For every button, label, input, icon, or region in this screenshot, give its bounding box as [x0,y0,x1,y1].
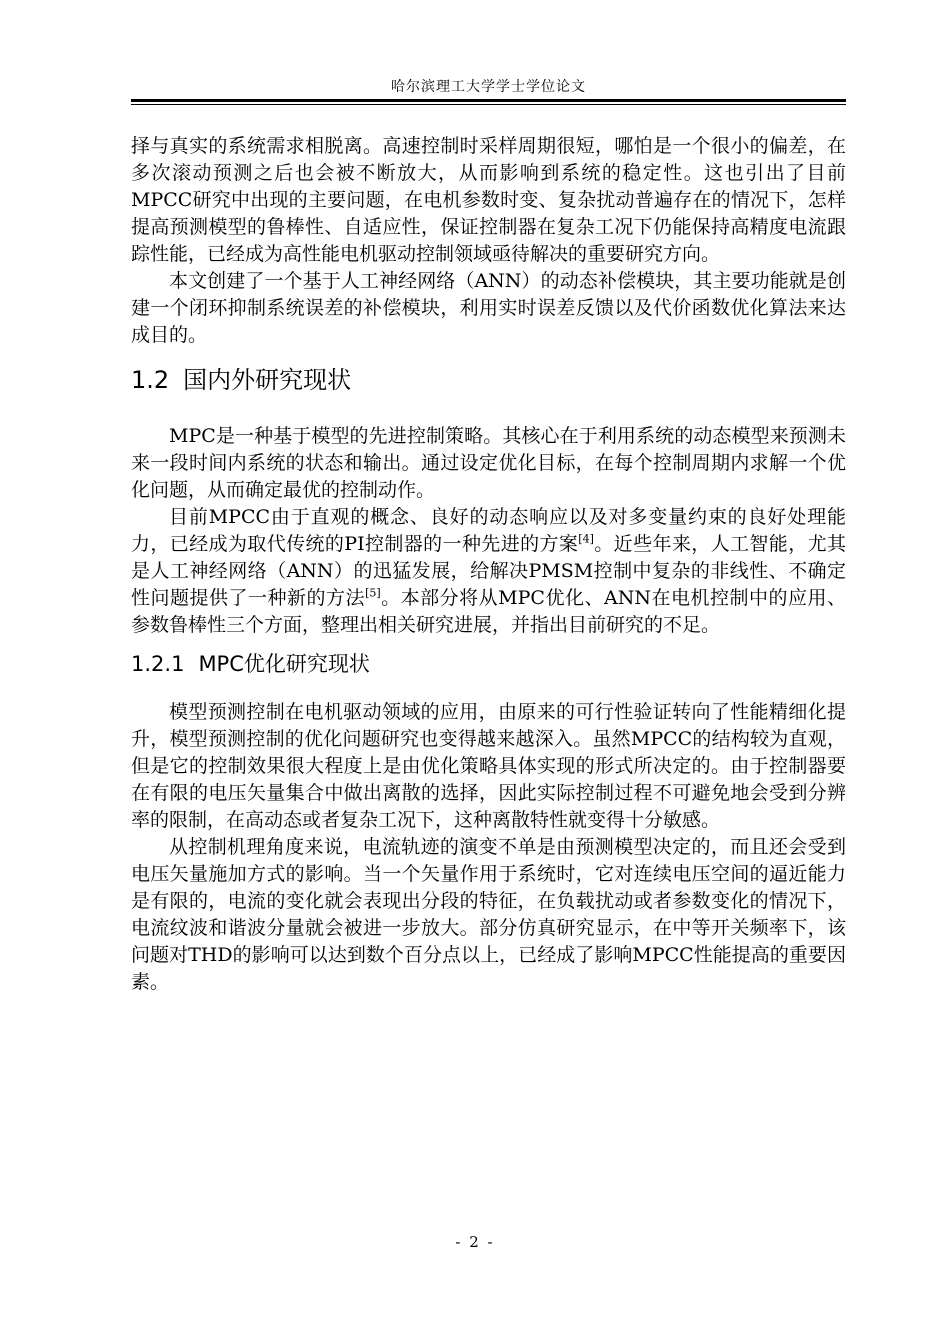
page-body [131,133,846,996]
running-header: 哈尔滨理工大学学士学位论文 [391,79,586,95]
section-number: 1.2 [131,366,170,394]
text-segment: 目前MPCC由于直观的概念、良好的动态响应以及对多变量约束的良好处理能力，已经成为取代传统的PI控制器的一种先进的方案 [131,506,846,555]
text-segment: 。近些年来，人工智能，尤其是人工神经网络（ANN）的迅猛发展，给解决PMSM控制中复杂的非线性、不确定性问题提供了一种新的方法 [131,533,846,609]
paragraph-current-trajectory: 从控制机理角度来说，电流轨迹的演变不单是由预测模型决定的，而且还会受到电压矢量施加方式的影响。当一个矢量作用于系统时，它对连续电压空间的逼近能力是有限的，电流的变化就会表现出分段的特征，在负载扰动或者参数变化的情况下，电流纹波和谐波分量就会被进一步放大。部分仿真研究显示，在中等开关频率下，该问题对THD的影响可以达到数个百分点以上，已经成了影响MPCC性能提高的重要因素。 [131,836,846,993]
header-rule-thin [131,104,846,105]
section-heading-1-2 [131,363,846,397]
page-number: - 2 - [455,1233,495,1251]
citation-ref-4[interactable]: [4] [578,532,594,546]
paragraph-mpc-intro: MPC是一种基于模型的先进控制策略。其核心在于利用系统的动态模型来预测未来一段时间内系统的状态和输出。通过设定优化目标，在每个控制周期内求解一个优化问题，从而确定最优的控制动作。 [131,425,846,501]
paragraph-mpc-optimization: 模型预测控制在电机驱动领域的应用，由原来的可行性验证转向了性能精细化提升，模型预测控制的优化问题研究也变得越来越深入。虽然MPCC的结构较为直观，但是它的控制效果很大程度上是由优化策略具体实现的形式所决定的。由于控制器要在有限的电压矢量集合中做出离散的选择，因此实际控制过程不可避免地会受到分辨率的限制，在高动态或者复杂工况下，这种离散特性就变得十分敏感。 [131,701,846,831]
text-segment: 。本部分将从MPC优化、ANN在电机控制中的应用、参数鲁棒性三个方面，整理出相关研究进展，并指出目前研究的不足。 [131,587,846,636]
header-rule-thick [131,99,846,102]
subsection-number: 1.2.1 [131,652,185,676]
paragraph-ann-module: 本文创建了一个基于人工神经网络（ANN）的动态补偿模块，其主要功能就是创建一个闭环抑制系统误差的补偿模块，利用实时误差反馈以及代价函数优化算法来达成目的。 [131,270,846,346]
citation-ref-5[interactable]: [5] [365,586,381,600]
paragraph-continued: 择与真实的系统需求相脱离。高速控制时采样周期很短，哪怕是一个很小的偏差，在多次滚动预测之后也会被不断放大，从而影响到系统的稳定性。这也引出了目前MPCC研究中出现的主要问题，在电机参数时变、复杂扰动普遍存在的情况下，怎样提高预测模型的鲁棒性、自适应性，保证控制器在复杂工况下仍能保持高精度电流跟踪性能，已经成为高性能电机驱动控制领域亟待解决的重要研究方向。 [131,135,846,265]
paragraph-mpcc-ann [131,504,846,639]
section-heading-1-2-1 [131,649,846,679]
section-title: 国内外研究现状 [183,366,352,394]
subsection-title: MPC优化研究现状 [198,652,370,676]
